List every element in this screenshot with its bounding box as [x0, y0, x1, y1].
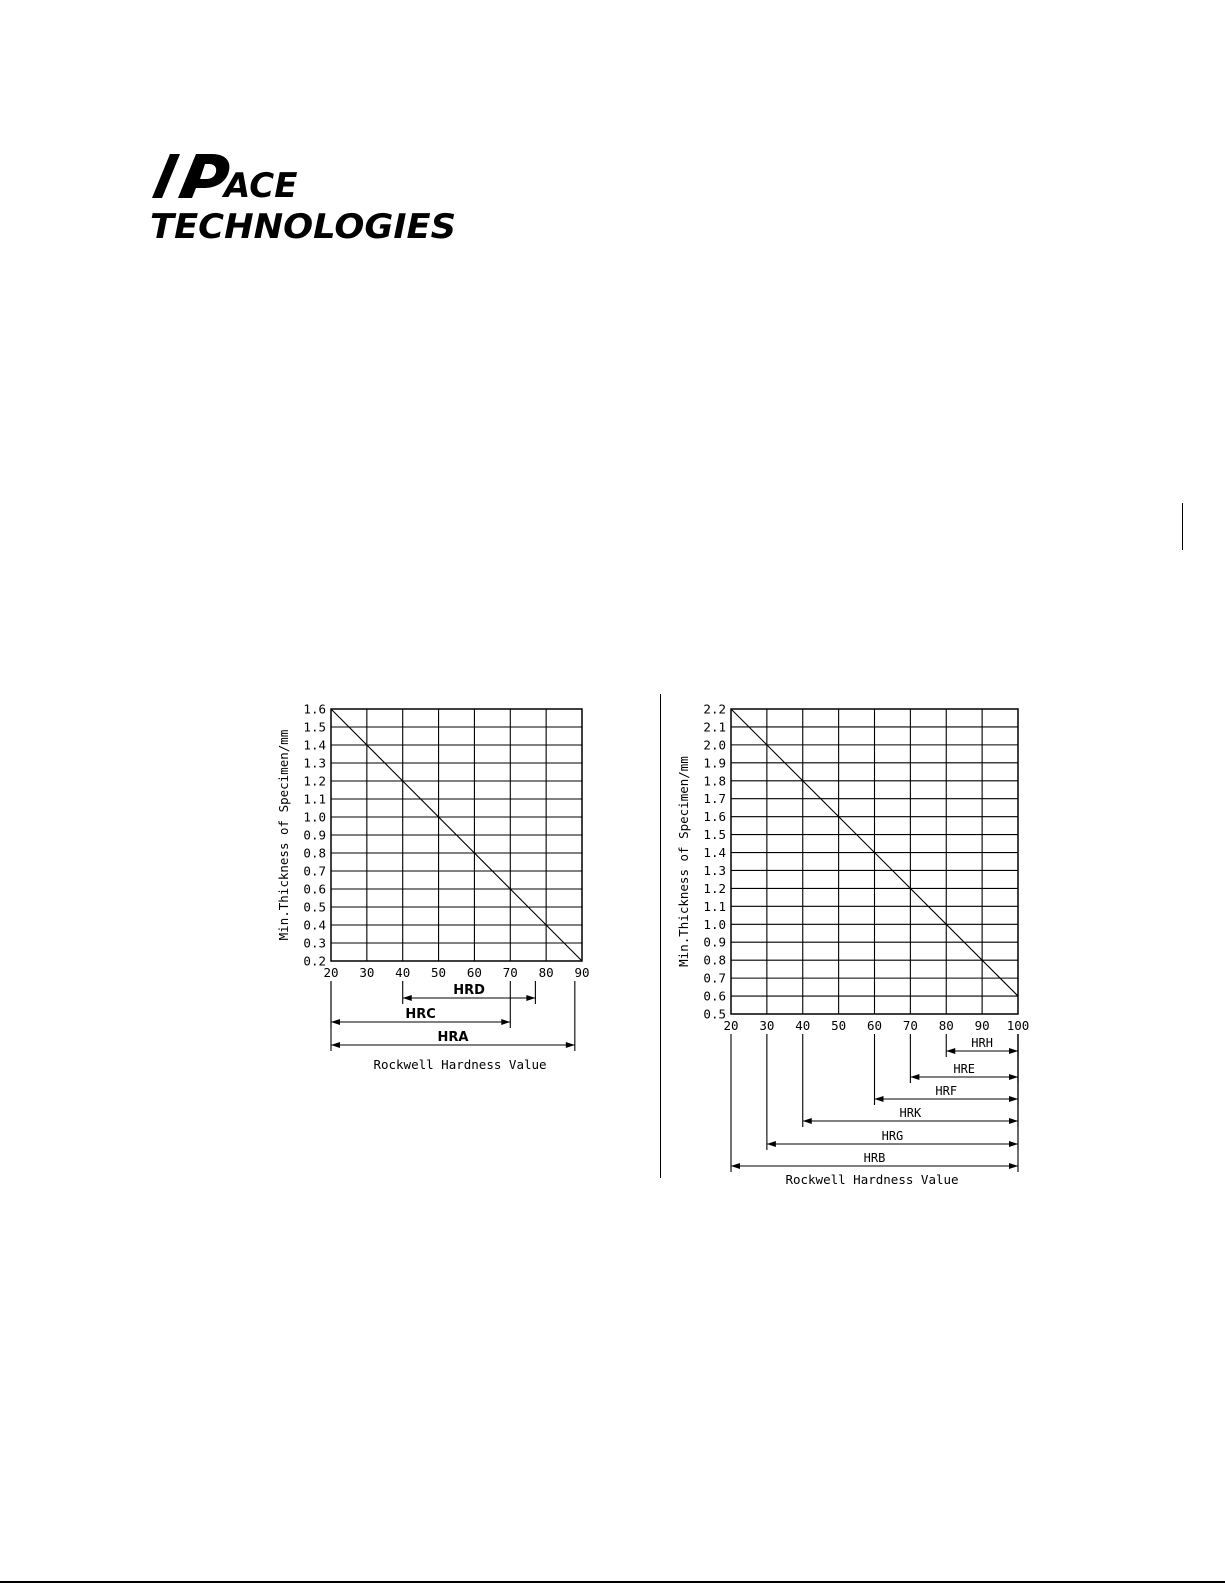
x-tick-label: 70 — [502, 965, 518, 980]
range-label-hrf: HRF — [935, 1084, 958, 1098]
range-arrow-left — [910, 1074, 919, 1080]
range-arrow-left — [946, 1048, 955, 1054]
y-tick-label: 0.8 — [303, 845, 326, 861]
y-tick-label: 2.2 — [703, 701, 726, 717]
x-tick-label: 90 — [574, 965, 590, 980]
x-tick-label: 20 — [723, 1018, 739, 1033]
range-arrow-right — [1009, 1118, 1018, 1124]
range-label-hrc: HRC — [405, 1007, 436, 1022]
y-tick-label: 1.6 — [303, 701, 326, 717]
y-tick-label: 1.1 — [703, 898, 726, 914]
y-tick-label: 2.1 — [703, 719, 726, 735]
y-tick-label: 1.2 — [703, 880, 726, 896]
range-arrow-right — [1009, 1096, 1018, 1102]
x-tick-label: 50 — [431, 965, 447, 980]
range-arrow-left — [767, 1141, 776, 1147]
y-tick-label: 2.0 — [703, 737, 726, 753]
y-tick-label: 1.4 — [703, 845, 726, 861]
range-arrow-right — [1009, 1074, 1018, 1080]
range-label-hrd: HRD — [453, 983, 485, 998]
y-tick-label: 1.2 — [303, 773, 326, 789]
x-tick-label: 40 — [395, 965, 411, 980]
range-label-hrk: HRK — [899, 1106, 922, 1120]
y-tick-label: 1.8 — [703, 773, 726, 789]
range-label-hrg: HRG — [881, 1129, 904, 1143]
x-tick-label: 70 — [902, 1018, 918, 1033]
y-tick-label: 0.6 — [303, 881, 326, 897]
y-tick-label: 0.7 — [303, 863, 326, 879]
y-tick-label: 1.5 — [303, 719, 326, 735]
y-tick-label: 0.9 — [303, 827, 326, 843]
x-tick-label: 40 — [795, 1018, 811, 1033]
y-tick-label: 0.2 — [303, 953, 326, 969]
x-tick-label: 30 — [359, 965, 375, 980]
x-tick-label: 100 — [1006, 1018, 1030, 1033]
x-tick-label: 60 — [466, 965, 482, 980]
y-tick-label: 1.5 — [703, 827, 726, 843]
x-tick-label: 20 — [323, 965, 339, 980]
range-label-hre: HRE — [953, 1062, 976, 1076]
range-arrow-left — [803, 1118, 812, 1124]
range-arrow-left — [875, 1096, 884, 1102]
y-tick-label: 0.6 — [703, 988, 726, 1004]
y-tick-label: 1.3 — [703, 862, 726, 878]
y-tick-label: 1.9 — [703, 755, 726, 771]
range-arrow-right — [1009, 1141, 1018, 1147]
y-tick-label: 1.4 — [303, 737, 326, 753]
range-arrow-right — [1009, 1048, 1018, 1054]
range-label-hrb: HRB — [863, 1151, 886, 1165]
y-tick-label: 1.0 — [703, 916, 726, 932]
logo-line-1: ACE — [224, 166, 298, 206]
logo-line-2: TECHNOLOGIES — [150, 207, 456, 242]
x-tick-label: 60 — [866, 1018, 883, 1033]
range-arrow-left — [731, 1163, 740, 1169]
x-tick-label: 80 — [538, 965, 554, 980]
y-tick-label: 0.3 — [303, 935, 326, 951]
y-tick-label: 1.1 — [303, 791, 326, 807]
x-axis-label: Rockwell Hardness Value — [373, 1057, 547, 1072]
y-tick-label: 1.3 — [303, 755, 326, 771]
y-tick-label: 1.0 — [303, 809, 326, 825]
x-tick-label: 80 — [938, 1018, 954, 1033]
x-tick-label: 50 — [831, 1018, 847, 1033]
y-tick-label: 1.6 — [703, 809, 726, 825]
y-tick-label: 0.9 — [703, 934, 726, 950]
y-tick-label: 0.4 — [303, 917, 326, 933]
range-label-hrh: HRH — [971, 1036, 993, 1050]
range-label-hra: HRA — [437, 1030, 469, 1045]
y-tick-label: 0.5 — [303, 899, 326, 915]
x-tick-label: 30 — [759, 1018, 775, 1033]
x-tick-label: 90 — [974, 1018, 990, 1033]
y-tick-label: 0.8 — [703, 952, 726, 968]
y-axis-label: Min.Thickness of Specimen/mm — [676, 756, 691, 967]
y-axis-label: Min.Thickness of Specimen/mm — [276, 729, 291, 941]
y-tick-label: 0.7 — [703, 970, 726, 986]
y-tick-label: 0.5 — [703, 1006, 726, 1022]
y-tick-label: 1.7 — [703, 791, 726, 807]
x-axis-label: Rockwell Hardness Value — [785, 1172, 959, 1187]
bottom-rule — [0, 1581, 1225, 1583]
range-arrow-right — [1009, 1163, 1018, 1169]
